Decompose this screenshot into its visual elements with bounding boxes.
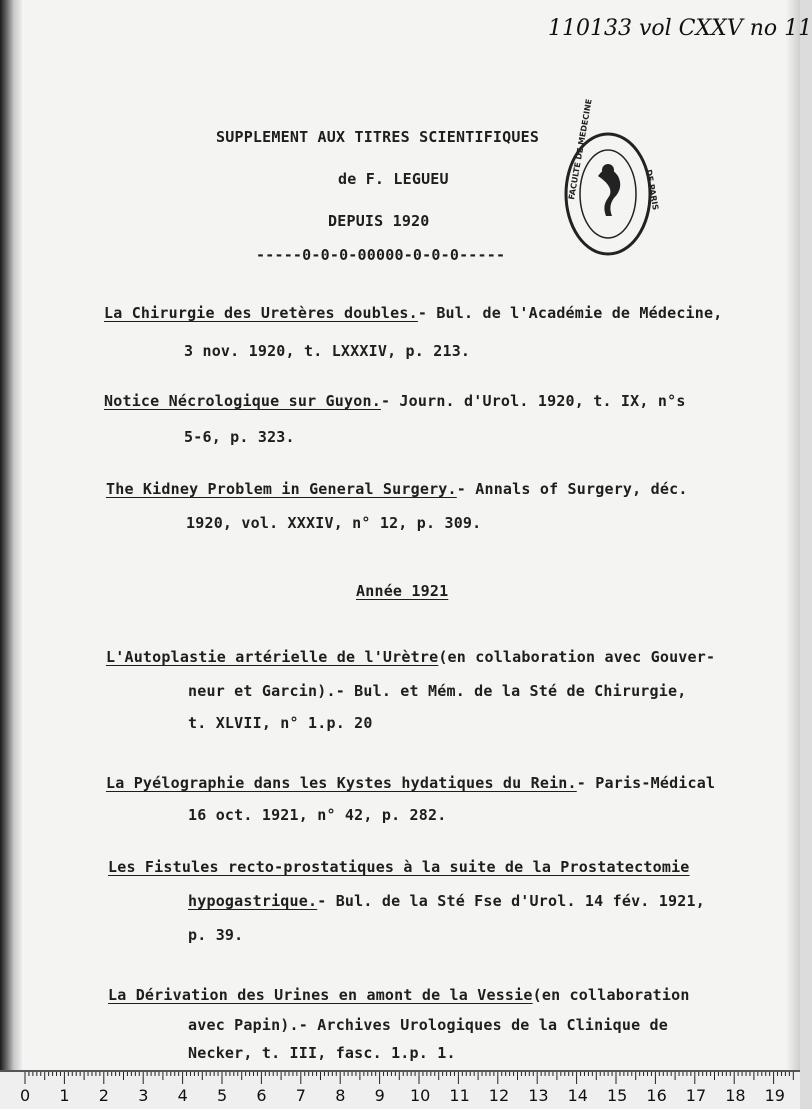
measurement-ruler: [0, 1070, 800, 1109]
entry-ref: (en collaboration: [532, 986, 690, 1004]
entry-ref-line: neur et Garcin).- Bul. et Mém. de la Sté de Chirurgie,: [188, 682, 687, 700]
entry-line: [106, 774, 715, 792]
page-edge: [786, 0, 800, 1070]
entry-ref: - Journ. d'Urol. 1920, t. IX, n°s: [380, 392, 686, 410]
ruler-label: 0: [20, 1086, 31, 1105]
entry-title: La Chirurgie des Uretères doubles.: [104, 304, 418, 322]
entry-ref-line: 5-6, p. 323.: [184, 428, 295, 446]
svg-text:FACULTE DE MEDECINE: FACULTE DE MEDECINE: [567, 98, 594, 201]
entry-ref: - Paris-Médical: [576, 774, 716, 792]
entry-line: [108, 986, 690, 1004]
ruler-label: 13: [528, 1086, 549, 1105]
ruler-label: 7: [295, 1086, 306, 1105]
author-line: de F. LEGUEU: [338, 170, 449, 188]
ruler-label: 19: [764, 1086, 785, 1105]
ruler-ticks: [0, 1072, 800, 1088]
entry-title: Notice Nécrologique sur Guyon.: [104, 392, 381, 410]
ruler-label: 18: [725, 1086, 746, 1105]
ruler-label: 2: [98, 1086, 109, 1105]
entry-ref: (en collaboration avec Gouver-: [438, 648, 716, 666]
ruler-label: 4: [177, 1086, 188, 1105]
ruler-label: 6: [256, 1086, 267, 1105]
entry-line: [188, 892, 705, 910]
entry-line: [106, 480, 688, 498]
ruler-label: 16: [646, 1086, 667, 1105]
year-heading: Année 1921: [356, 582, 449, 600]
entry-ref-line: avec Papin).- Archives Urologiques de la Clinique de: [188, 1016, 668, 1034]
divider-line: -----0-0-0-00000-0-0-0-----: [256, 246, 506, 264]
entry-title: Les Fistules recto-prostatiques à la suite de la Prostatectomie: [108, 858, 690, 876]
ruler-label: 11: [449, 1086, 470, 1105]
svg-text:DE PARIS: DE PARIS: [644, 168, 661, 211]
entry-ref-line: p. 39.: [188, 926, 244, 944]
entry-ref: - Bul. de l'Académie de Médecine,: [417, 304, 723, 322]
entry-ref-line: t. XLVII, n° 1.p. 20: [188, 714, 373, 732]
entry-ref-line: 1920, vol. XXXIV, n° 12, p. 309.: [186, 514, 482, 532]
entry-title: hypogastrique.: [188, 892, 318, 910]
faculty-stamp: [562, 98, 661, 258]
entry-line: [104, 304, 722, 322]
ruler-label: 8: [335, 1086, 346, 1105]
entry-ref-line: 3 nov. 1920, t. LXXXIV, p. 213.: [184, 342, 471, 360]
ruler-label: 1: [59, 1086, 70, 1105]
ruler-label: 17: [685, 1086, 707, 1105]
entry-title: La Pyélographie dans les Kystes hydatiques du Rein.: [106, 774, 577, 792]
entry-ref-line: Necker, t. III, fasc. 1.p. 1.: [188, 1044, 456, 1062]
entry-title: The Kidney Problem in General Surgery.: [106, 480, 457, 498]
entry-line: [104, 392, 686, 410]
entry-ref: - Bul. de la Sté Fse d'Urol. 14 fév. 1921,: [317, 892, 705, 910]
entry-line: [106, 648, 715, 666]
ruler-label: 3: [138, 1086, 149, 1105]
ruler-label: 9: [374, 1086, 385, 1105]
entry-ref: - Annals of Surgery, déc.: [456, 480, 688, 498]
document-title: SUPPLEMENT AUX TITRES SCIENTIFIQUES: [216, 128, 540, 146]
entry-ref-line: 16 oct. 1921, n° 42, p. 282.: [188, 806, 447, 824]
handwritten-annotation: 110133 vol CXXV no 11: [548, 16, 812, 41]
ruler-label: 5: [217, 1086, 228, 1105]
ruler-label: 15: [607, 1086, 628, 1105]
entry-title: L'Autoplastie artérielle de l'Urètre: [106, 648, 439, 666]
since-line: DEPUIS 1920: [328, 212, 430, 230]
ruler-label: 12: [488, 1086, 510, 1105]
ruler-label: 14: [567, 1086, 588, 1105]
entry-title: La Dérivation des Urines en amont de la Vessie: [108, 986, 533, 1004]
binding-edge: [0, 0, 22, 1070]
ruler-label: 10: [410, 1086, 431, 1105]
